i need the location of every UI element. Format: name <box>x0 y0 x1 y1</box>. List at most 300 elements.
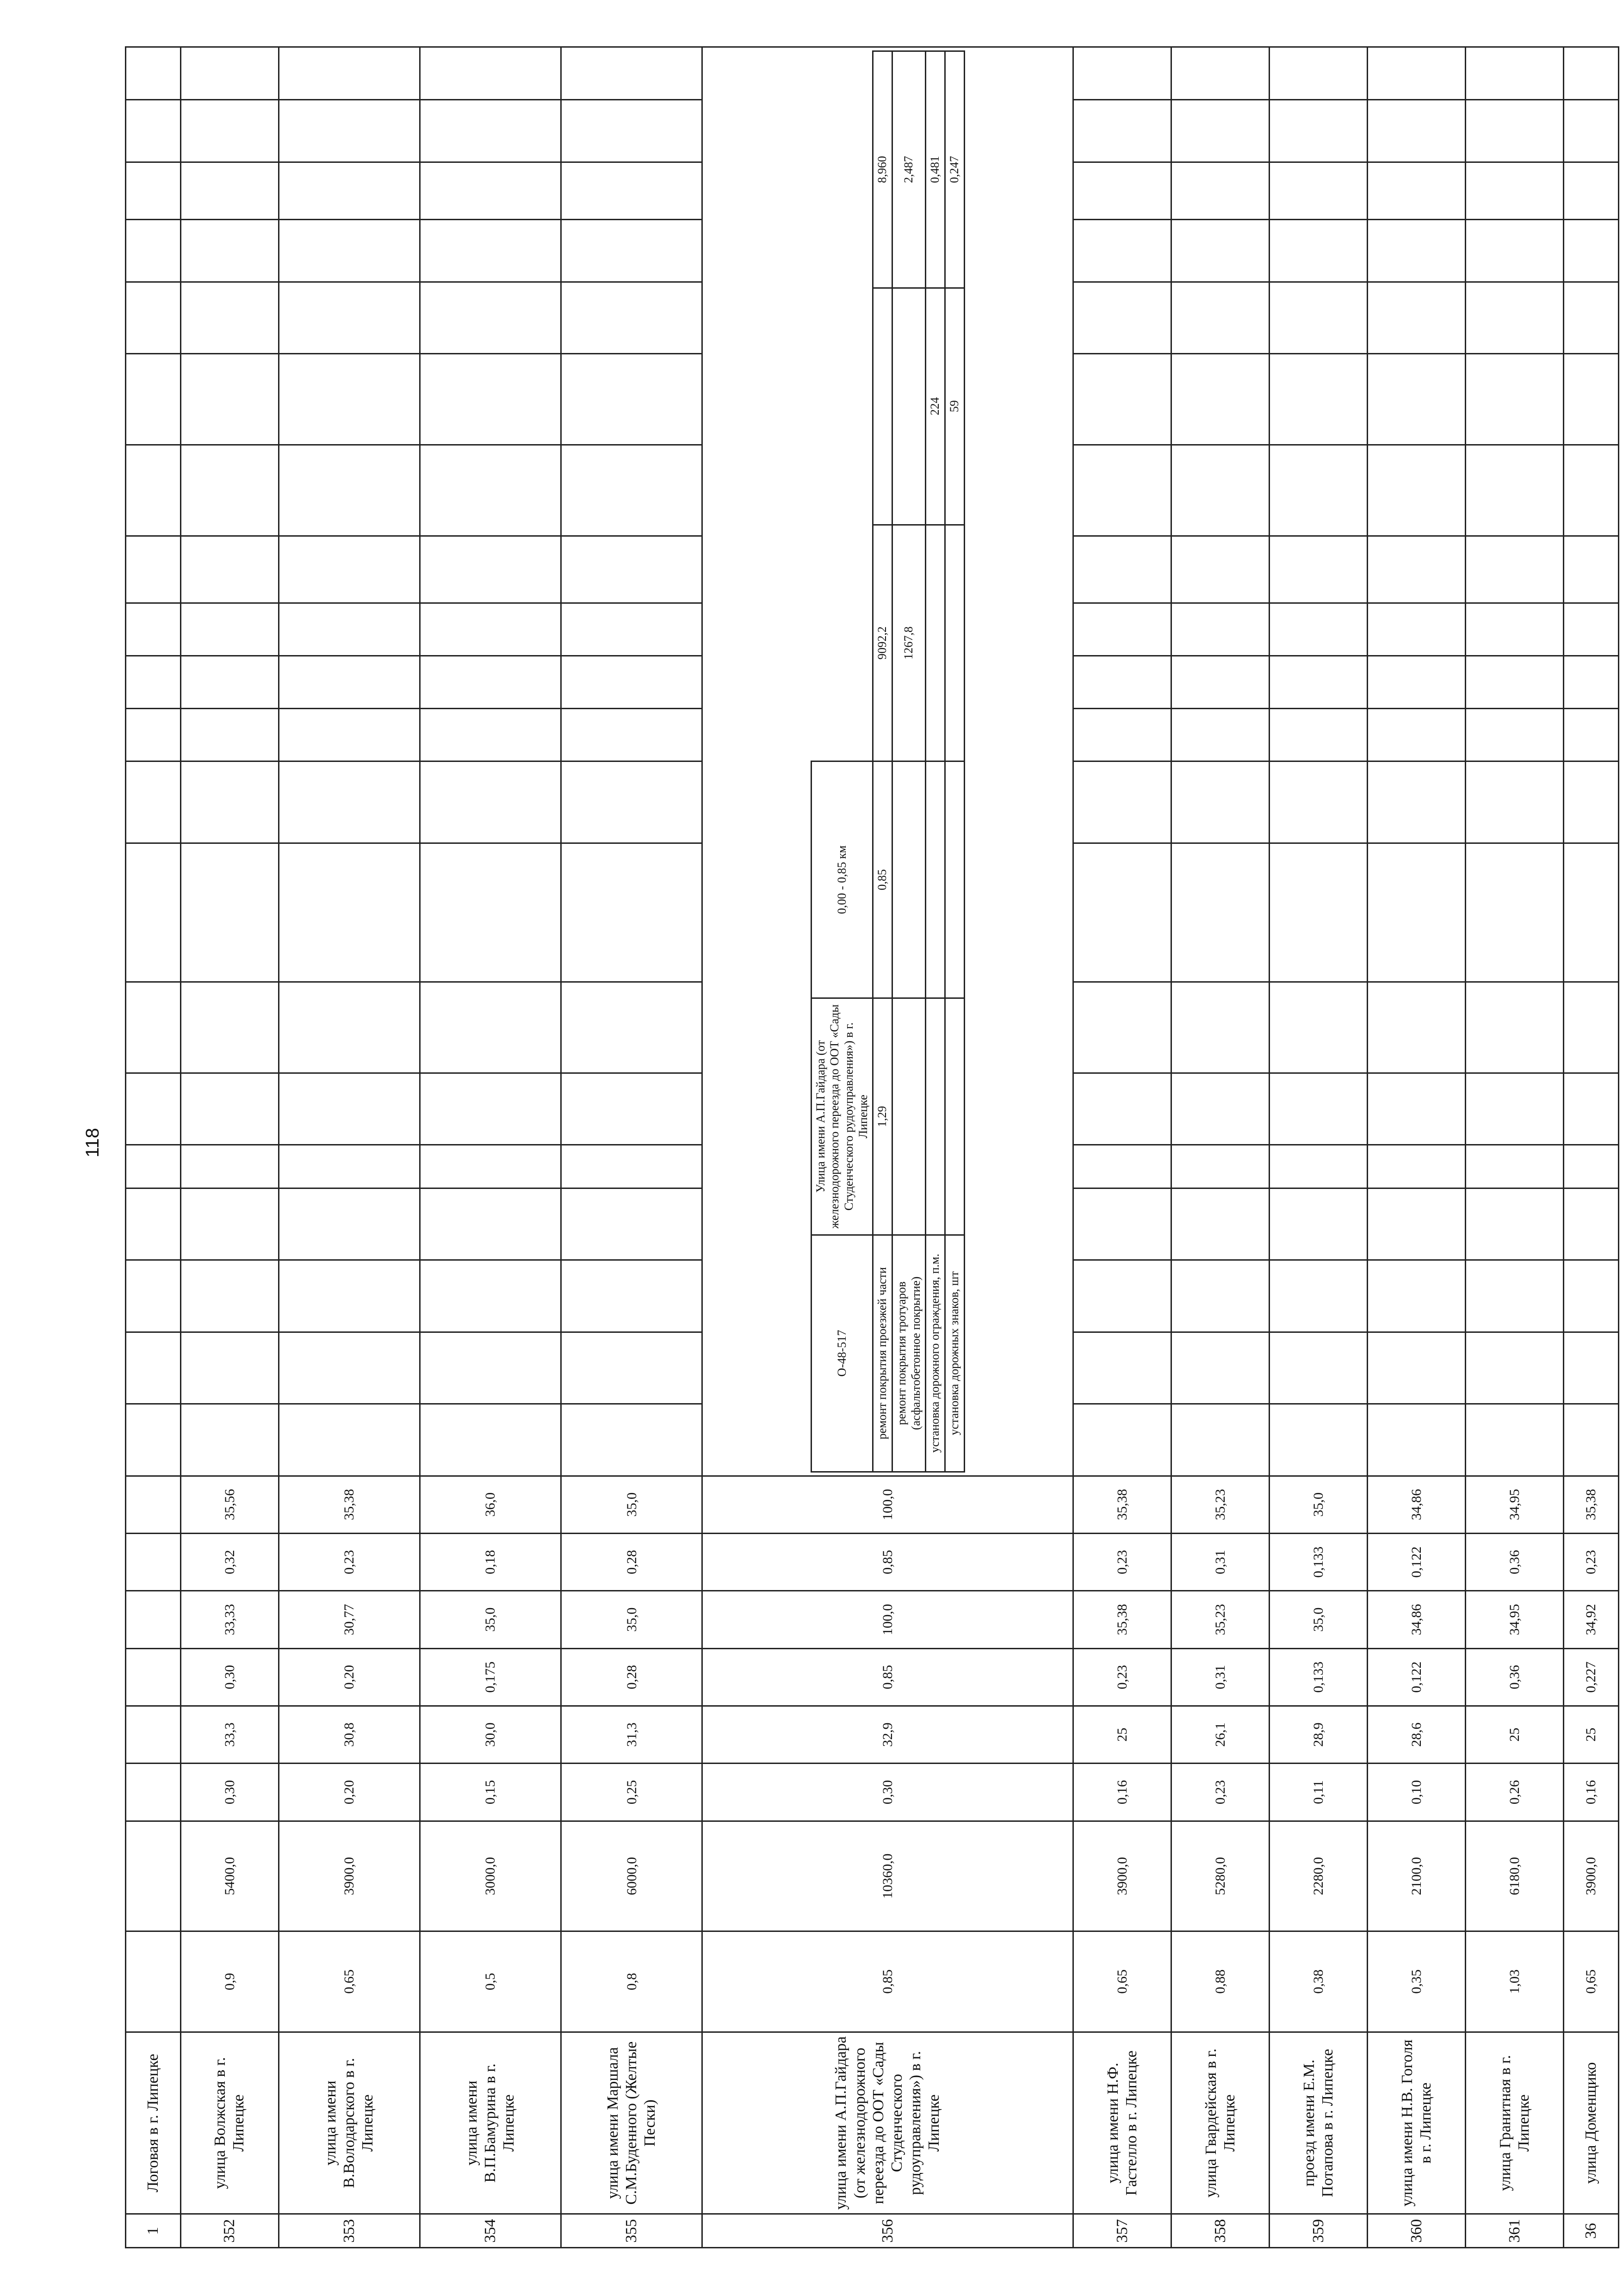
empty-cell <box>1368 1404 1466 1476</box>
empty-cell <box>420 47 561 100</box>
empty-cell <box>1073 445 1171 536</box>
empty-cell <box>1171 843 1270 982</box>
empty-cell <box>1073 47 1171 100</box>
empty-cell <box>1171 761 1270 843</box>
empty-cell <box>1270 982 1368 1073</box>
empty-cell <box>420 656 561 709</box>
empty-cell <box>1171 536 1270 603</box>
empty-cell <box>180 709 279 761</box>
empty-cell <box>420 603 561 656</box>
work-type: ремонт покрытия тротуаров (асфальтобетонное покрытие) <box>892 1235 926 1472</box>
cell-len: 0,8 <box>561 1931 702 2032</box>
cell-len: 0,9 <box>180 1931 279 2032</box>
empty-cell <box>180 100 279 162</box>
table-row <box>1073 47 1171 2248</box>
empty-cell <box>420 220 561 282</box>
empty-cell <box>126 1073 181 1145</box>
empty-cell <box>1073 761 1171 843</box>
empty-cell <box>1368 47 1466 100</box>
cell-v5: 0,32 <box>180 1533 279 1590</box>
empty-cell <box>1270 1073 1368 1145</box>
empty-cell <box>1270 47 1368 100</box>
empty-cell <box>1466 282 1564 354</box>
empty-cell <box>1368 1188 1466 1260</box>
empty-cell <box>1368 603 1466 656</box>
empty-cell <box>180 1145 279 1188</box>
work-cost: 0,481 <box>926 51 945 288</box>
cell-v5: 0,36 <box>1466 1533 1564 1590</box>
empty-cell <box>561 982 702 1073</box>
empty-cell <box>126 220 181 282</box>
empty-cell <box>1270 354 1368 445</box>
empty-cell <box>1368 709 1466 761</box>
empty-cell <box>1171 1145 1270 1188</box>
empty-cell <box>126 1332 181 1404</box>
empty-cell <box>1073 1073 1171 1145</box>
cell-v2 <box>126 1706 181 1763</box>
empty-cell <box>1564 445 1619 536</box>
empty-cell <box>1564 1404 1619 1476</box>
empty-cell <box>1171 982 1270 1073</box>
work-cost: 2,487 <box>892 51 926 288</box>
empty-cell <box>1368 1073 1466 1145</box>
empty-cell <box>1171 1404 1270 1476</box>
empty-cell <box>1270 709 1368 761</box>
cell-v1: 0,25 <box>561 1764 702 1821</box>
empty-cell <box>279 982 420 1073</box>
cell-v6: 35,0 <box>1270 1476 1368 1533</box>
empty-cell <box>1466 656 1564 709</box>
cell-v2: 28,9 <box>1270 1706 1368 1763</box>
empty-cell <box>1368 1260 1466 1332</box>
cell-v4: 35,0 <box>420 1591 561 1648</box>
work-v1: 0,85 <box>873 761 892 998</box>
table-row <box>702 47 1073 2248</box>
object-range: 0,00 - 0,85 км <box>811 761 873 998</box>
cell-v6: 35,38 <box>279 1476 420 1533</box>
empty-cell <box>420 445 561 536</box>
cell-v6 <box>126 1476 181 1533</box>
empty-cell <box>1564 162 1619 219</box>
cell-v3: 0,30 <box>180 1648 279 1706</box>
work-length: 1,29 <box>873 998 892 1235</box>
empty-cell <box>1368 220 1466 282</box>
empty-cell <box>1171 100 1270 162</box>
empty-cell <box>279 1404 420 1476</box>
cell-v6: 35,23 <box>1171 1476 1270 1533</box>
object-name: Улица имени А.П.Гайдара (от железнодорожного переезда до ООТ «Сады Студенческого рудоуправления») в г. Липецке <box>811 998 873 1235</box>
cell-len: 0,5 <box>420 1931 561 2032</box>
cell-v2: 32,9 <box>702 1706 1073 1763</box>
empty-cell <box>126 982 181 1073</box>
empty-cell <box>1171 1260 1270 1332</box>
empty-cell <box>279 656 420 709</box>
empty-cell <box>561 354 702 445</box>
work-v3 <box>873 288 892 525</box>
empty-cell <box>1564 1188 1619 1260</box>
cell-v5: 0,18 <box>420 1533 561 1590</box>
empty-cell <box>180 354 279 445</box>
cell-v1: 0,30 <box>702 1764 1073 1821</box>
table-row <box>279 47 420 2248</box>
cell-num: 357 <box>1073 2214 1171 2248</box>
empty-cell <box>279 1145 420 1188</box>
cell-v3: 0,122 <box>1368 1648 1466 1706</box>
empty-cell <box>1270 843 1368 982</box>
cell-name: улица имени В.Володарского в г. Липецке <box>279 2032 420 2214</box>
empty-cell <box>1270 100 1368 162</box>
empty-cell <box>420 1332 561 1404</box>
cell-v3: 0,85 <box>702 1648 1073 1706</box>
cell-v4: 34,95 <box>1466 1591 1564 1648</box>
cell-v4: 30,77 <box>279 1591 420 1648</box>
empty-cell <box>1073 282 1171 354</box>
empty-cell <box>561 709 702 761</box>
cell-v3: 0,227 <box>1564 1648 1619 1706</box>
empty-cell <box>1368 162 1466 219</box>
empty-cell <box>1564 536 1619 603</box>
cell-v2: 26,1 <box>1171 1706 1270 1763</box>
empty-cell <box>1368 982 1466 1073</box>
cell-len <box>126 1931 181 2032</box>
empty-cell <box>1073 656 1171 709</box>
empty-cell <box>420 536 561 603</box>
empty-cell <box>1466 162 1564 219</box>
empty-cell <box>1073 1332 1171 1404</box>
work-row <box>892 51 926 1472</box>
cell-sq: 2100,0 <box>1368 1821 1466 1931</box>
empty-cell <box>1073 843 1171 982</box>
table-row <box>126 47 181 2248</box>
empty-cell <box>1171 1073 1270 1145</box>
empty-cell <box>279 603 420 656</box>
cell-name: улица Гвардейская в г. Липецке <box>1171 2032 1270 2214</box>
empty-cell <box>180 656 279 709</box>
work-row <box>873 51 892 1472</box>
cell-v5: 0,31 <box>1171 1533 1270 1590</box>
cell-v6: 100,0 <box>702 1476 1073 1533</box>
empty-cell <box>180 1332 279 1404</box>
cell-name: Логовая в г. Липецке <box>126 2032 181 2214</box>
cell-v1: 0,16 <box>1073 1764 1171 1821</box>
empty-cell <box>180 1260 279 1332</box>
work-length <box>892 998 926 1235</box>
empty-cell <box>1270 1188 1368 1260</box>
cell-sq: 3900,0 <box>1564 1821 1619 1931</box>
register-table-wrap <box>125 46 1619 2248</box>
cell-v1: 0,16 <box>1564 1764 1619 1821</box>
empty-cell <box>420 1188 561 1260</box>
empty-cell <box>180 1073 279 1145</box>
empty-cell <box>1466 100 1564 162</box>
empty-cell <box>1466 445 1564 536</box>
cell-v4: 34,92 <box>1564 1591 1619 1648</box>
cell-name: улица Гранитная в г. Липецке <box>1466 2032 1564 2214</box>
empty-cell <box>1368 761 1466 843</box>
empty-cell <box>1564 1332 1619 1404</box>
cell-v5: 0,122 <box>1368 1533 1466 1590</box>
empty-cell <box>561 656 702 709</box>
empty-cell <box>1564 656 1619 709</box>
table-row <box>1270 47 1368 2248</box>
empty-cell <box>279 354 420 445</box>
empty-cell <box>1564 100 1619 162</box>
empty-cell <box>126 445 181 536</box>
empty-cell <box>1564 282 1619 354</box>
cell-len: 0,85 <box>702 1931 1073 2032</box>
empty-cell <box>279 100 420 162</box>
empty-cell <box>279 1332 420 1404</box>
empty-cell <box>420 354 561 445</box>
object-code: О-48-517 <box>811 1235 873 1472</box>
empty-cell <box>1368 282 1466 354</box>
cell-v3: 0,31 <box>1171 1648 1270 1706</box>
empty-cell <box>420 1145 561 1188</box>
cell-name: улица имени В.П.Бамурина в г. Липецке <box>420 2032 561 2214</box>
work-v2: 1267,8 <box>892 525 926 761</box>
cell-sq: 5280,0 <box>1171 1821 1270 1931</box>
cell-len: 0,88 <box>1171 1931 1270 2032</box>
empty-cell <box>1270 1404 1368 1476</box>
empty-cell <box>420 761 561 843</box>
empty-cell <box>561 220 702 282</box>
cell-len: 0,65 <box>279 1931 420 2032</box>
empty-cell <box>561 1073 702 1145</box>
cell-v1: 0,11 <box>1270 1764 1368 1821</box>
work-length <box>945 998 965 1235</box>
empty-cell <box>1171 656 1270 709</box>
cell-num: 360 <box>1368 2214 1466 2248</box>
work-v3: 59 <box>945 288 965 525</box>
cell-v4: 33,33 <box>180 1591 279 1648</box>
empty-cell <box>1171 1332 1270 1404</box>
cell-v2: 28,6 <box>1368 1706 1466 1763</box>
empty-cell <box>279 843 420 982</box>
table-row <box>1171 47 1270 2248</box>
cell-v5 <box>126 1533 181 1590</box>
empty-cell <box>1270 761 1368 843</box>
empty-cell <box>1564 354 1619 445</box>
empty-cell <box>1171 282 1270 354</box>
empty-cell <box>180 1188 279 1260</box>
empty-cell <box>1171 47 1270 100</box>
empty-cell <box>1270 1145 1368 1188</box>
empty-cell <box>180 282 279 354</box>
work-v2 <box>926 525 945 761</box>
empty-cell <box>1466 761 1564 843</box>
cell-v4: 35,38 <box>1073 1591 1171 1648</box>
cell-num: 354 <box>420 2214 561 2248</box>
empty-cell <box>1466 1260 1564 1332</box>
cell-sq: 5400,0 <box>180 1821 279 1931</box>
cell-num: 352 <box>180 2214 279 2248</box>
cell-v2: 30,8 <box>279 1706 420 1763</box>
empty-cell <box>1564 709 1619 761</box>
empty-cell <box>1466 47 1564 100</box>
cell-sq: 3000,0 <box>420 1821 561 1931</box>
cell-v2: 33,3 <box>180 1706 279 1763</box>
empty-cell <box>1466 1404 1564 1476</box>
empty-cell <box>279 220 420 282</box>
empty-cell <box>1073 1260 1171 1332</box>
empty-cell <box>1073 982 1171 1073</box>
cell-v3: 0,23 <box>1073 1648 1171 1706</box>
empty-cell <box>1564 47 1619 100</box>
work-length <box>926 998 945 1235</box>
cell-name: улица Доменщико <box>1564 2032 1619 2214</box>
empty-cell <box>561 536 702 603</box>
work-row <box>926 51 945 1472</box>
empty-cell <box>1171 354 1270 445</box>
empty-cell <box>561 100 702 162</box>
empty-cell <box>1564 982 1619 1073</box>
empty-cell <box>1466 603 1564 656</box>
empty-cell <box>126 603 181 656</box>
cell-num: 358 <box>1171 2214 1270 2248</box>
cell-sq: 2280,0 <box>1270 1821 1368 1931</box>
cell-num: 355 <box>561 2214 702 2248</box>
page-number: 118 <box>82 1128 103 1157</box>
cell-v1: 0,10 <box>1368 1764 1466 1821</box>
cell-v1: 0,23 <box>1171 1764 1270 1821</box>
empty-cell <box>1466 354 1564 445</box>
empty-cell <box>180 843 279 982</box>
cell-v1: 0,26 <box>1466 1764 1564 1821</box>
cell-v1: 0,30 <box>180 1764 279 1821</box>
work-v1 <box>926 761 945 998</box>
empty-cell <box>561 282 702 354</box>
cell-sq: 3900,0 <box>279 1821 420 1931</box>
cell-v3: 0,20 <box>279 1648 420 1706</box>
empty-cell <box>1368 1332 1466 1404</box>
empty-cell <box>561 761 702 843</box>
empty-cell <box>561 1404 702 1476</box>
empty-cell <box>1466 843 1564 982</box>
empty-cell <box>279 162 420 219</box>
empty-cell <box>126 761 181 843</box>
cell-v4 <box>126 1591 181 1648</box>
empty-cell <box>126 709 181 761</box>
empty-cell <box>561 445 702 536</box>
work-type: ремонт покрытия проезжей части <box>873 1235 892 1472</box>
table-row <box>561 47 702 2248</box>
cell-v3: 0,175 <box>420 1648 561 1706</box>
empty-cell <box>1270 656 1368 709</box>
cell-len: 0,38 <box>1270 1931 1368 2032</box>
empty-cell <box>1564 843 1619 982</box>
cell-v6: 35,38 <box>1073 1476 1171 1533</box>
cell-num: 361 <box>1466 2214 1564 2248</box>
cell-v5: 0,28 <box>561 1533 702 1590</box>
empty-cell <box>126 536 181 603</box>
cell-name: улица имени Маршала С.М.Буденного (Желтые Пески) <box>561 2032 702 2214</box>
empty-cell <box>1171 445 1270 536</box>
empty-cell <box>1368 445 1466 536</box>
cell-v6: 36,0 <box>420 1476 561 1533</box>
empty-cell <box>1073 354 1171 445</box>
cell-v2: 25 <box>1073 1706 1171 1763</box>
work-v1 <box>892 761 926 998</box>
empty-cell <box>1368 354 1466 445</box>
empty-cell <box>420 709 561 761</box>
cell-sq <box>126 1821 181 1931</box>
cell-name: улица имени Н.Ф. Гастелло в г. Липецке <box>1073 2032 1171 2214</box>
work-cost: 0,247 <box>945 51 965 288</box>
empty-cell <box>420 1073 561 1145</box>
cell-v4: 35,0 <box>561 1591 702 1648</box>
empty-cell <box>1270 536 1368 603</box>
empty-cell <box>279 1073 420 1145</box>
cell-v5: 0,23 <box>1564 1533 1619 1590</box>
empty-cell <box>561 1260 702 1332</box>
empty-cell <box>279 1260 420 1332</box>
empty-cell <box>1073 603 1171 656</box>
cell-v3: 0,28 <box>561 1648 702 1706</box>
empty-cell <box>126 843 181 982</box>
empty-cell <box>180 162 279 219</box>
cell-v1 <box>126 1764 181 1821</box>
empty-cell <box>1171 1188 1270 1260</box>
table-row <box>1368 47 1466 2248</box>
empty-cell <box>420 843 561 982</box>
empty-cell <box>420 100 561 162</box>
empty-cell <box>126 162 181 219</box>
work-row <box>945 51 965 1472</box>
table-row <box>180 47 279 2248</box>
empty-cell <box>279 1188 420 1260</box>
empty-cell <box>180 220 279 282</box>
cell-sq: 6000,0 <box>561 1821 702 1931</box>
empty-cell <box>1073 1188 1171 1260</box>
cell-num: 359 <box>1270 2214 1368 2248</box>
empty-cell <box>1270 162 1368 219</box>
empty-cell <box>126 656 181 709</box>
cell-len: 0,35 <box>1368 1931 1466 2032</box>
empty-cell <box>1270 282 1368 354</box>
empty-cell <box>279 761 420 843</box>
cell-v3: 0,133 <box>1270 1648 1368 1706</box>
empty-cell <box>180 603 279 656</box>
cell-v4: 35,0 <box>1270 1591 1368 1648</box>
empty-cell <box>561 843 702 982</box>
empty-cell <box>1368 656 1466 709</box>
empty-cell <box>1564 603 1619 656</box>
empty-cell <box>1564 1145 1619 1188</box>
work-v2 <box>945 525 965 761</box>
work-cost: 8,960 <box>873 51 892 288</box>
cell-v4: 35,23 <box>1171 1591 1270 1648</box>
cell-v5: 0,133 <box>1270 1533 1368 1590</box>
cell-v6: 35,0 <box>561 1476 702 1533</box>
cell-len: 0,65 <box>1073 1931 1171 2032</box>
empty-cell <box>561 1188 702 1260</box>
empty-cell <box>1073 100 1171 162</box>
cell-name: улица имени Н.В. Гоголя в г. Липецке <box>1368 2032 1466 2214</box>
empty-cell <box>1368 536 1466 603</box>
cell-name: улица имени А.П.Гайдара (от железнодорожного переезда до ООТ «Сады Студенческого рудоуправления») в г. Липецке <box>702 2032 1073 2214</box>
empty-cell <box>561 1332 702 1404</box>
cell-num: 36 <box>1564 2214 1619 2248</box>
empty-cell <box>420 282 561 354</box>
empty-cell <box>180 536 279 603</box>
work-v2: 9092,2 <box>873 525 892 761</box>
cell-v2: 25 <box>1564 1706 1619 1763</box>
work-type: установка дорожных знаков, шт <box>945 1235 965 1472</box>
empty-cell <box>279 709 420 761</box>
empty-cell <box>126 282 181 354</box>
object-detail <box>702 47 1073 1476</box>
empty-cell <box>1466 536 1564 603</box>
